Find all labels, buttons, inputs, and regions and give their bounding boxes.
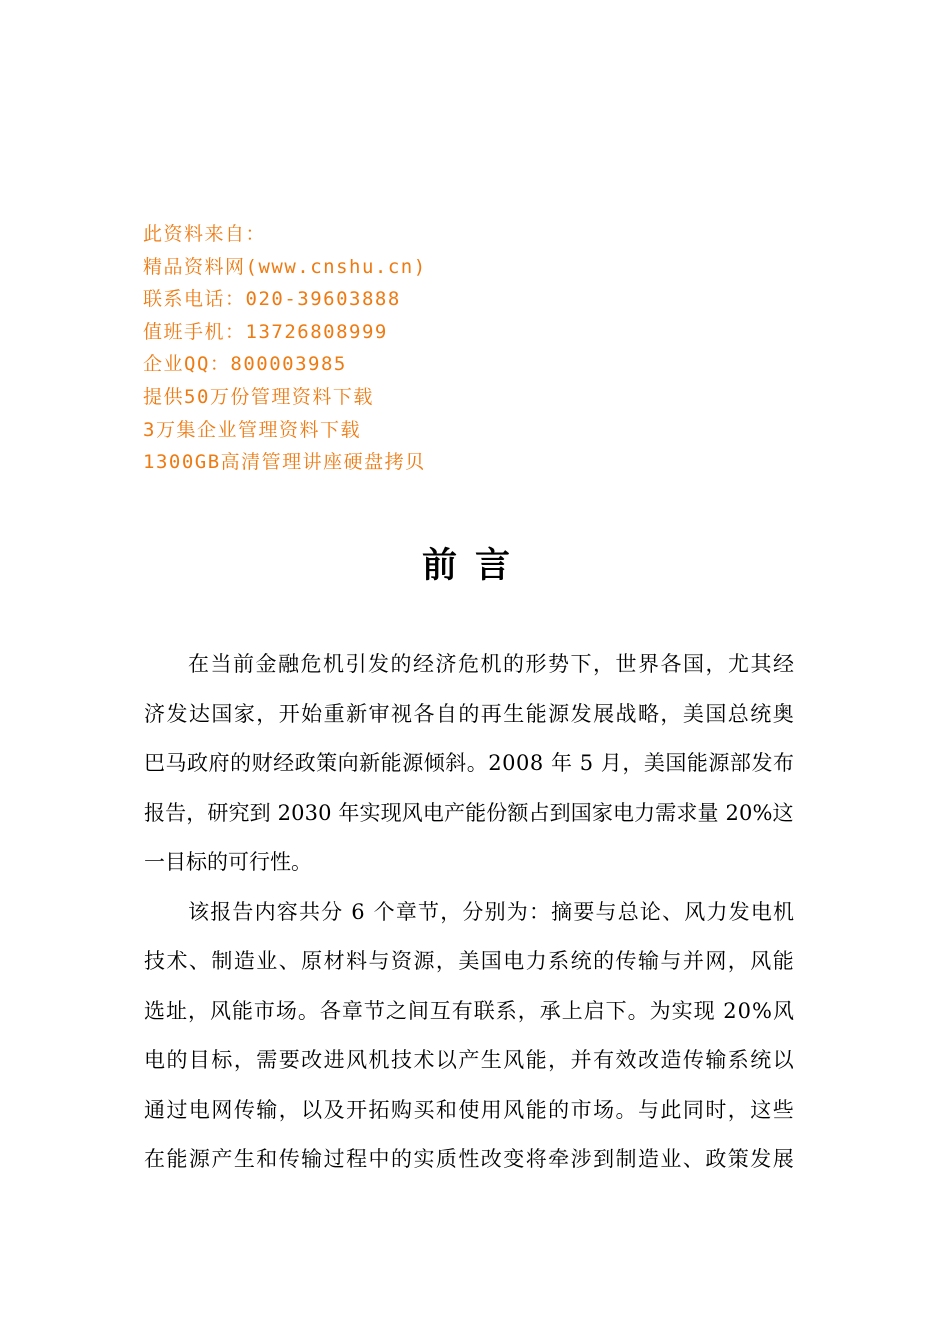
source-offer-line: 3万集企业管理资料下载: [143, 418, 361, 441]
text-line: 一目标的可行性。: [144, 850, 312, 874]
page-title: 前言: [421, 546, 528, 586]
source-phone-line: 联系电话：020-39603888: [143, 288, 401, 311]
text-line: 在 当 前 金 融 危 机 引 发 的 经 济 危 机 的 形 势 下 ， 世 界 各 国 ， 尤 其 经: [188, 652, 794, 676]
text-line: 该 报 告 内 容 共 分 6 个 章 节 ， 分 别 为 ： 摘 要 与 总 论 、 风 力 发 电 机: [188, 899, 794, 924]
body-text: [144, 640, 794, 1185]
source-offer-line: 提供50万份管理资料下载: [143, 385, 374, 408]
text-line: 技 术 、 制 造 业 、 原 材 料 与 资 源 ， 美 国 电 力 系 统 的 传 输 与 并 网 ， 风 能: [144, 949, 794, 973]
paragraph: [144, 888, 794, 1185]
text-line: 通 过 电 网 传 输 ， 以 及 开 拓 购 买 和 使 用 风 能 的 市 场 。 与 此 同 时 ， 这 些: [144, 1097, 794, 1122]
text-line: 在 能 源 产 生 和 传 输 过 程 中 的 实 质 性 改 变 将 牵 涉 到 制 造 业 、 政 策 发 展: [144, 1147, 794, 1171]
source-info-block: [143, 218, 427, 479]
text-line: 济 发 达 国 家 ， 开 始 重 新 审 视 各 自 的 再 生 能 源 发 展 战 略 ， 美 国 总 统 奥: [144, 701, 794, 726]
source-offer-line: 1300GB高清管理讲座硬盘拷贝: [143, 451, 426, 474]
paragraph: [144, 640, 794, 888]
source-website-line: 精品资料网(www.cnshu.cn): [143, 255, 427, 278]
text-line: 巴 马 政 府 的 财 经 政 策 向 新 能 源 倾 斜 。 2 0 0 8 年 5 月 ， 美 国 能 源 部 发 布: [144, 751, 794, 775]
source-intro-line: 此资料来自：: [143, 223, 267, 245]
text-line: 选 址 ， 风 能 市 场 。 各 章 节 之 间 互 有 联 系 ， 承 上 启 下 。 为 实 现 2 0 % 风: [144, 998, 794, 1023]
text-line: 报 告 ， 研 究 到 2 0 3 0 年 实 现 风 电 产 能 份 额 占 到 国 家 电 力 需 求 量 2 0 % 这: [144, 800, 794, 825]
source-qq-line: 企业QQ：800003985: [143, 353, 347, 376]
source-mobile-line: 值班手机：13726808999: [143, 320, 388, 343]
text-line: 电 的 目 标 ， 需 要 改 进 风 机 技 术 以 产 生 风 能 ， 并 有 效 改 造 传 输 系 统 以: [144, 1048, 794, 1072]
